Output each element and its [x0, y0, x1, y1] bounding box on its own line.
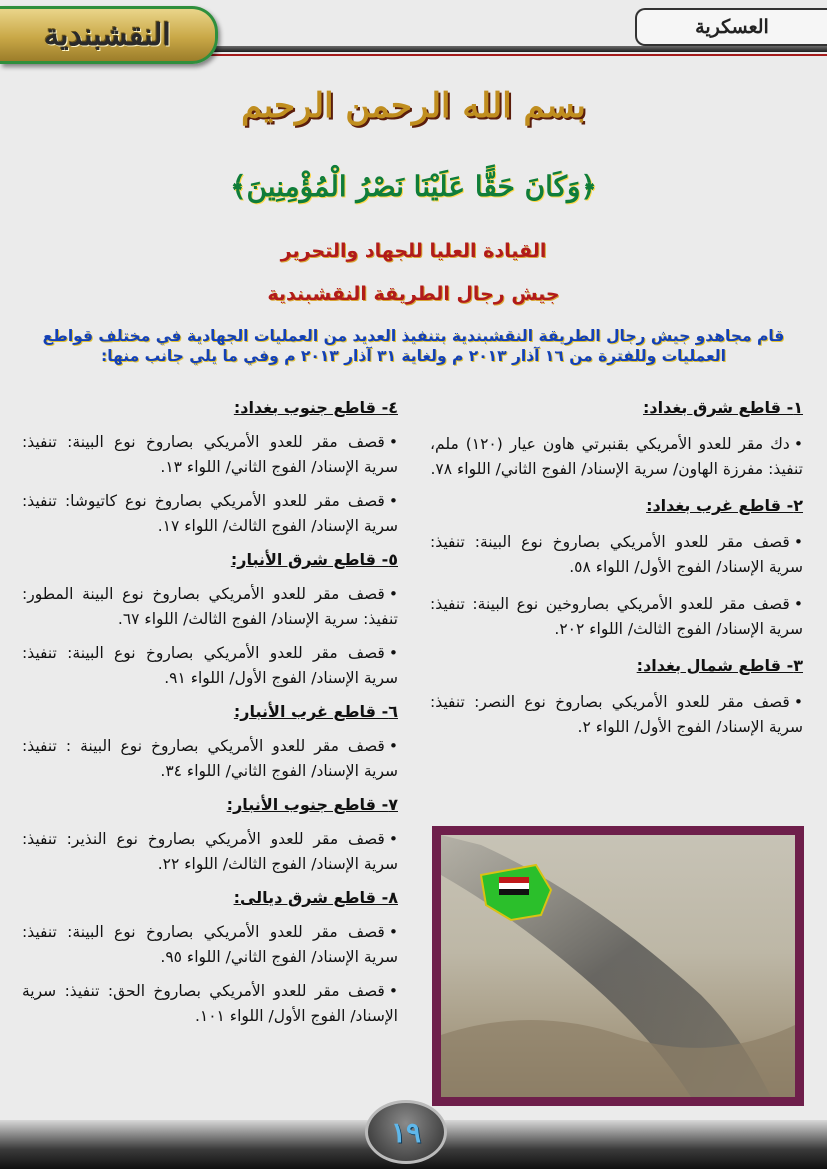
section-heading: ٣- قاطع شمال بغداد:: [636, 656, 803, 675]
section-name-tab: [635, 8, 827, 46]
report-item: •قصف مقر للعدو الأمريكي بصاروخ نوع البينة: تنفيذ: سرية الإسناد/ الفوج الثاني/ اللواء ٩٥.: [22, 923, 398, 966]
section-heading: ٢- قاطع غرب بغداد:: [646, 496, 803, 515]
report-item: •قصف مقر للعدو الأمريكي بصاروخ نوع النذير: تنفيذ: سرية الإسناد/ الفوج الثالث/ اللواء ٢٢.: [22, 830, 398, 873]
section-heading: ٥- قاطع شرق الأنبار:: [230, 550, 398, 569]
organization-title: القيادة العليا للجهاد والتحرير: [280, 240, 547, 262]
right-column: [430, 396, 803, 752]
report-item: •قصف مقر للعدو الأمريكي بصاروخ نوع البينة المطور: تنفيذ: سرية الإسناد/ الفوج الثالث/ اللواء ٦٧.: [22, 585, 398, 628]
report-item: •قصف مقر للعدو الأمريكي بصاروخ نوع البينة: تنفيذ: سرية الإسناد/ الفوج الأول/ اللواء ٥٨.: [430, 533, 803, 576]
page-number: ١٩: [390, 1115, 422, 1149]
report-item: •قصف مقر للعدو الأمريكي بصاروخ نوع كاتيوشا: تنفيذ: سرية الإسناد/ الفوج الثالث/ اللواء ١٧.: [22, 492, 398, 535]
section-heading: ١- قاطع شرق بغداد:: [643, 398, 803, 417]
smoke-trail-illustration: [441, 835, 795, 1097]
photo-scene: [441, 835, 795, 1097]
intro-paragraph: قام مجاهدو جيش رجال الطريقة النقشبندية بتنفيذ العديد من العمليات الجهادية في مختلف قواطع العمليات وللفترة من ١٦ آذار ٢٠١٣ م ولغاية ٣١ آذار ٢٠١٣ م وفي ما يلي جانب منها:: [42, 327, 785, 365]
organization-subtitle: جيش رجال الطريقة النقشبندية: [267, 283, 560, 305]
report-item: •قصف مقر للعدو الأمريكي بصاروخين نوع البينة: تنفيذ: سرية الإسناد/ الفوج الثالث/ اللواء ٢٠٢.: [430, 595, 803, 638]
report-item: •قصف مقر للعدو الأمريكي بصاروخ نوع النصر: تنفيذ: سرية الإسناد/ الفوج الأول/ اللواء ٢.: [430, 693, 803, 736]
emblem-map-icon: [481, 865, 551, 920]
section-heading: ٦- قاطع غرب الأنبار:: [233, 702, 398, 721]
left-column: [22, 396, 398, 1038]
report-item: •قصف مقر للعدو الأمريكي بصاروخ الحق: تنفيذ: سرية الإسناد/ الفوج الأول/ اللواء ١٠١.: [22, 982, 398, 1025]
section-heading: ٤- قاطع جنوب بغداد:: [233, 398, 398, 417]
report-item: •دك مقر للعدو الأمريكي بقنبرتي هاون عيار (١٢٠) ملم، تنفيذ: مفرزة الهاون/ سرية الإسناد/ الفوج الثاني/ اللواء ٧٨.: [430, 435, 803, 478]
basmala-calligraphy: بسم الله الرحمن الرحيم: [241, 86, 586, 126]
section-heading: ٧- قاطع جنوب الأنبار:: [226, 795, 398, 814]
magazine-name-tab: [0, 6, 218, 64]
section-name: العسكرية: [695, 16, 769, 38]
report-item: •قصف مقر للعدو الأمريكي بصاروخ نوع البينة: تنفيذ: سرية الإسناد/ الفوج الثاني/ اللواء ١٣.: [22, 433, 398, 476]
report-item: •قصف مقر للعدو الأمريكي بصاروخ نوع البينة : تنفيذ: سرية الإسناد/ الفوج الثاني/ اللواء ٣٤.: [22, 737, 398, 780]
rocket-launch-photo: [432, 826, 804, 1106]
report-item: •قصف مقر للعدو الأمريكي بصاروخ نوع البينة: تنفيذ: سرية الإسناد/ الفوج الأول/ اللواء ٩١.: [22, 644, 398, 687]
quran-verse: ﴿وَكَانَ حَقًّا عَلَيْنَا نَصْرُ الْمُؤْمِنِينَ﴾: [230, 170, 597, 203]
section-heading: ٨- قاطع شرق ديالى:: [233, 888, 398, 907]
magazine-name: النقشبندية: [44, 17, 171, 53]
page-number-badge: [365, 1100, 447, 1164]
